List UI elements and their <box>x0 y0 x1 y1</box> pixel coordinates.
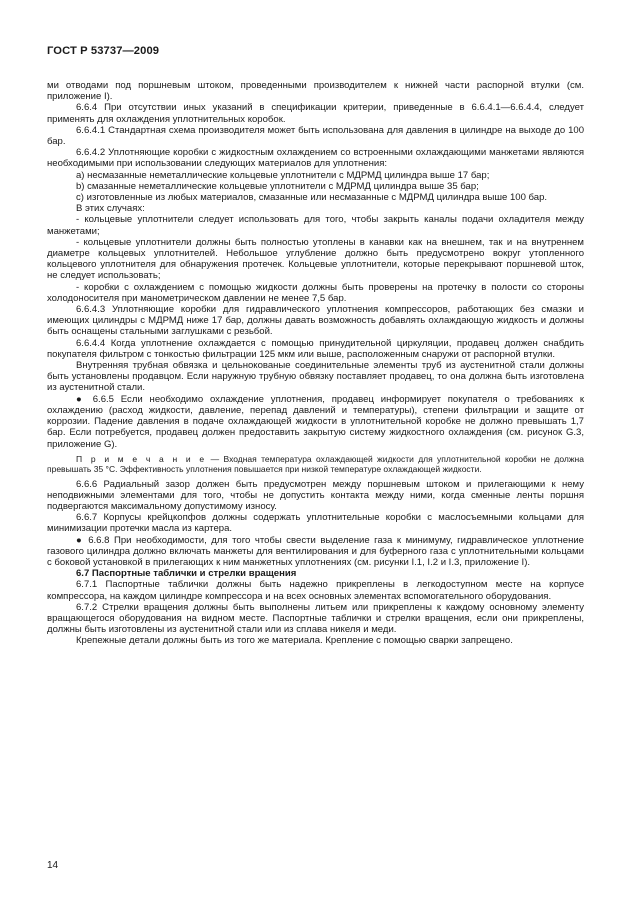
page-number: 14 <box>47 860 59 871</box>
paragraph-6-6-4-3: 6.6.4.3 Уплотняющие коробки для гидравлического уплотнения компрессоров, работающих без смазки и имеющих цилиндры с МДРМД ниже 17 бар, должны давать возможность добавлять охлаждающую жидкость и должны быть оснащены стальными заглушками с резьбой. <box>47 304 584 338</box>
note-label: П р и м е ч а н и е <box>76 453 207 464</box>
note <box>47 454 584 475</box>
paragraph-6-6-4-4: 6.6.4.4 Когда уплотнение охлаждается с помощью принудительной циркуляции, продавец должен снабдить покупателя фильтром с тонкостью фильтрации 125 мкм или выше, расположенным снаружи от распорной втулки. <box>47 337 584 360</box>
page-body <box>47 80 584 647</box>
list-item-b: b) смазанные неметаллические кольцевые уплотнители с МДРМД цилиндра выше 35 бар; <box>76 180 479 192</box>
standard-header: ГОСТ Р 53737—2009 <box>47 45 160 57</box>
paragraph-6-7-1: 6.7.1 Паспортные таблички должны быть надежно прикреплены в легкодоступном месте на корпусе компрессора, на каждом цилиндре компрессора и на всех основных элементах вспомогательного оборудования. <box>47 579 584 602</box>
paragraph-6-7-2: 6.7.2 Стрелки вращения должны быть выполнены литьем или прикреплены к каждому основному элементу вращающегося оборудования на видном месте. Паспортные таблички и стрелки вращения, если они прикреплены, должны быть изготовлены из аустенитной стали или из сплава никеля и меди. <box>47 601 584 636</box>
list-item-dash-3: - коробки с охлаждением с помощью жидкости должны быть проверены на протечку в полости со стороны холодоносителя при манометрическом давлении не менее 7,5 бар. <box>47 281 584 304</box>
paragraph-6-6-4-2: 6.6.4.2 Уплотняющие коробки с жидкостным охлаждением со встроенными охлаждающими манжетами являются необходимыми при использовании следующих материалов для уплотнения: <box>47 147 584 170</box>
list-item-dash-2: - кольцевые уплотнители должны быть полностью утоплены в канавки как на внешнем, так и на внутреннем диаметре кольцевых уплотнителей. Небольшое углубление должно быть предусмотрено вокруг утопленного кольцевого уплотнителя для обнаружения протечек. Кольцевые уплотнители, которые перекрывают поршневой шток, не следует использовать; <box>47 236 584 282</box>
list-item-c: с) изготовленные из любых материалов, смазанные или несмазанные с МДРМД цилиндра выше 100 бар. <box>76 192 548 204</box>
paragraph-fasteners: Крепежные детали должны быть из того же материала. Крепление с помощью сварки запрещено. <box>76 635 513 647</box>
paragraph-continuation: ми отводами под поршневым штоком, проведенными производителем к нижней части распорной втулки (см. приложение I). <box>47 80 584 103</box>
note-text: — Входная температура охлаждающей жидкости для уплотнительной коробки не должна превышать 35 °С. Эффективность уплотнения повышается при низкой температуре охлаждающей жидкости. <box>47 453 584 475</box>
paragraph-6-6-4-1: 6.6.4.1 Стандартная схема производителя может быть использована для давления в цилиндре на выходе до 100 бар. <box>47 124 584 148</box>
paragraph-6-6-8: ● 6.6.8 При необходимости, для того чтобы свести выделение газа к минимуму, гидравлическое уплотнение газового цилиндра должно включать манжеты для вентилирования и для буферного газа с уплотнительными кольцами с боковой установкой в прилегающих к ним манжетных уплотнениях (см. рисунки I.1, I.2 и I.3, приложение I). <box>47 534 584 568</box>
paragraph-6-6-7: 6.6.7 Корпусы крейцкопфов должны содержать уплотнительные коробки с маслосъемными кольцами для минимизации протечки масла из картера. <box>47 512 584 535</box>
paragraph-6-6-5: ● 6.6.5 Если необходимо охлаждение уплотнения, продавец информирует покупателя о требованиях к охлаждению (расход жидкости, давление, перепад давлений и температуры), степени фильтрации и защите от коррозии. Падение давления в подаче охлаждающей жидкости в уплотнительной коробке не должно превышать 1,7 бар. Если потребуется, продавец должен предоставить закрытую систему жидкостного охлаждения (см. рисунок G.3, приложение G). <box>47 393 584 450</box>
section-heading-6-7: 6.7 Паспортные таблички и стрелки вращения <box>76 568 297 580</box>
paragraph-6-6-4: 6.6.4 При отсутствии иных указаний в спецификации критерии, приведенные в 6.6.4.1—6.6.4.4, следует применять для охлаждения уплотнительных коробок. <box>47 102 584 125</box>
paragraph-cases: В этих случаях: <box>76 203 145 215</box>
list-item-dash-1: - кольцевые уплотнители следует использовать для того, чтобы закрыть каналы подачи охладителя между манжетами; <box>47 214 584 237</box>
paragraph-6-6-6: 6.6.6 Радиальный зазор должен быть предусмотрен между поршневым штоком и прилегающими к нему неподвижными элементами для того, чтобы не допустить контакта между ними, когда сменные ленты поршня подвергаются максимальному допустимому износу. <box>47 478 584 512</box>
paragraph-piping: Внутренняя трубная обвязка и цельнокованые соединительные элементы труб из аустенитной стали должны быть установлены продавцом. Если наружную трубную обвязку поставляет продавец, то она должна быть изготовлена из аустенитной стали. <box>47 360 584 394</box>
list-item-a: а) несмазанные неметаллические кольцевые уплотнители с МДРМД цилиндра выше 17 бар; <box>76 169 490 181</box>
